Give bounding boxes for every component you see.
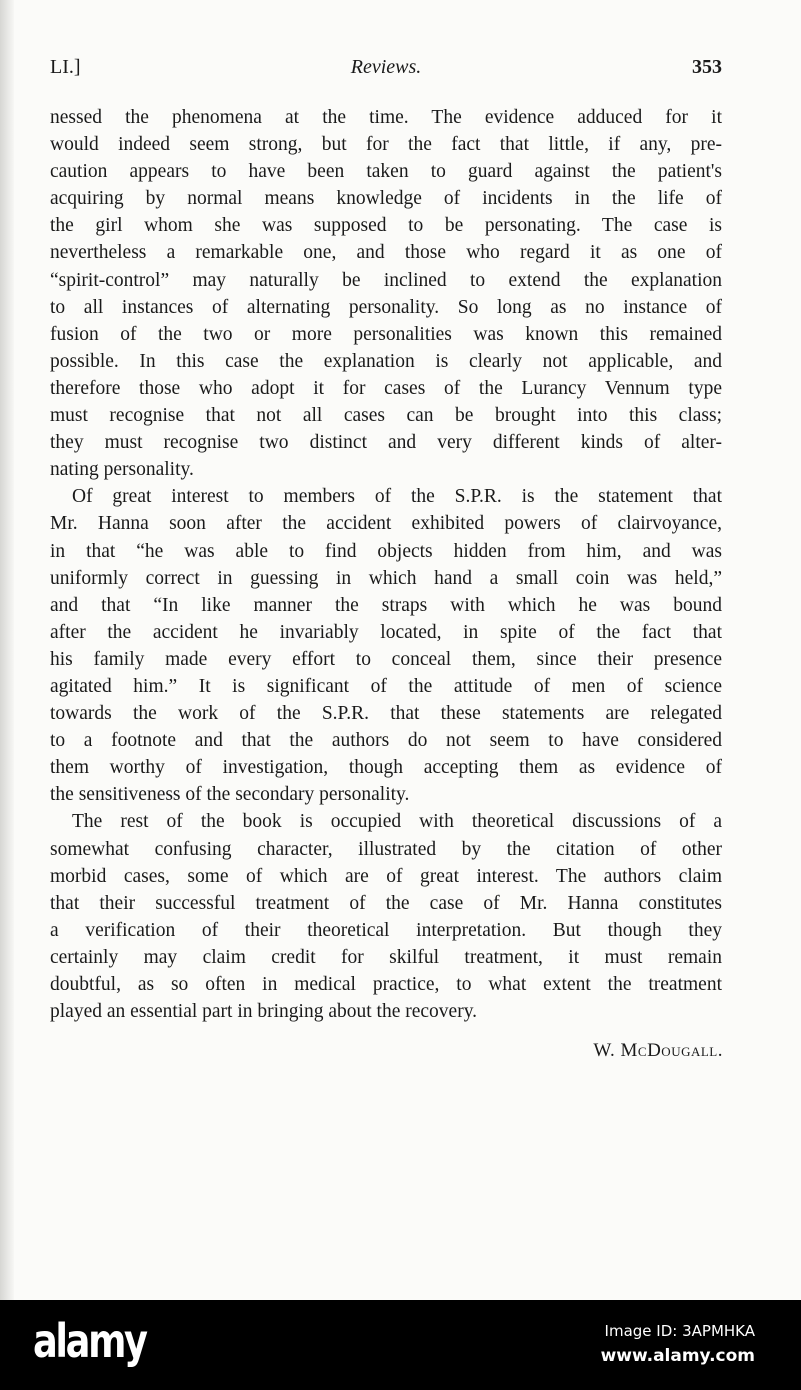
text-line: played an essential part in bringing about the recovery.: [50, 1001, 478, 1023]
text-line: in that “he was able to find objects hidden from him, and was: [50, 540, 722, 562]
text-line: caution appears to have been taken to guard against the patient's: [50, 161, 722, 183]
text-line: Of great interest to members of the S.P.R. is the statement that: [72, 486, 722, 508]
text-line: doubtful, as so often in medical practice, to what extent the treatment: [50, 974, 722, 995]
text-line: them worthy of investigation, though accepting them as evidence of: [50, 757, 722, 779]
running-title: Reviews.: [350, 56, 422, 78]
text-line: nessed the phenomena at the time. The evidence adduced for it: [50, 107, 722, 128]
text-line: “spirit-control” may naturally be inclined to extend the explanation: [50, 269, 722, 291]
text-line: therefore those who adopt it for cases of the Lurancy Vennum type: [50, 377, 722, 399]
paragraph: [50, 104, 722, 483]
text-line: to all instances of alternating personality. So long as no instance of: [50, 296, 722, 318]
text-line: would indeed seem strong, but for the fact that little, if any, pre-: [50, 134, 722, 156]
text-line: and that “In like manner the straps with which he was bound: [50, 594, 722, 616]
text-line: they must recognise two distinct and very different kinds of alter-: [50, 432, 722, 454]
text-line: his family made every effort to conceal them, since their presence: [50, 648, 722, 670]
image-id: Image ID: 3APMHKA: [604, 1322, 755, 1340]
text-line: certainly may claim credit for skilful treatment, it must remain: [50, 946, 722, 968]
author-signature: W. McDougall.: [593, 1040, 723, 1061]
text-line: the girl whom she was supposed to be personating. The case is: [50, 215, 722, 237]
chapter-marker: LI.]: [50, 56, 81, 78]
text-line: uniformly correct in guessing in which hand a small coin was held,”: [50, 567, 722, 589]
text-line: fusion of the two or more personalities was known this remained: [50, 323, 722, 345]
text-line: a verification of their theoretical interpretation. But though they: [50, 919, 722, 941]
text-line: nating personality.: [50, 459, 194, 481]
text-line: towards the work of the S.P.R. that these statements are relegated: [50, 703, 722, 725]
page-number: 353: [692, 56, 722, 78]
text-line: agitated him.” It is significant of the attitude of men of science: [50, 675, 722, 697]
paragraph: [50, 483, 722, 808]
text-line: Mr. Hanna soon after the accident exhibited powers of clairvoyance,: [50, 513, 722, 535]
alamy-logo: alamy: [33, 1314, 146, 1368]
text-line: after the accident he invariably located, in spite of the fact that: [50, 621, 722, 643]
page-edge-shadow: [0, 0, 14, 1300]
text-line: acquiring by normal means knowledge of incidents in the life of: [50, 188, 722, 210]
text-line: nevertheless a remarkable one, and those who regard it as one of: [50, 242, 722, 264]
watermark-bar: [0, 1300, 801, 1390]
body-text: [50, 104, 722, 1025]
text-line: possible. In this case the explanation is clearly not applicable, and: [50, 350, 722, 372]
text-line: that their successful treatment of the case of Mr. Hanna constitutes: [50, 892, 722, 914]
running-header: [50, 56, 722, 82]
text-line: morbid cases, some of which are of great interest. The authors claim: [50, 865, 722, 887]
text-line: somewhat confusing character, illustrated by the citation of other: [50, 838, 722, 860]
watermark-url: www.alamy.com: [600, 1346, 755, 1366]
text-line: must recognise that not all cases can be brought into this class;: [50, 405, 722, 427]
text-line: to a footnote and that the authors do not seem to have considered: [50, 730, 722, 752]
text-line: the sensitiveness of the secondary personality.: [50, 784, 410, 806]
text-line: The rest of the book is occupied with theoretical discussions of a: [72, 811, 722, 833]
paragraph: [50, 808, 722, 1025]
